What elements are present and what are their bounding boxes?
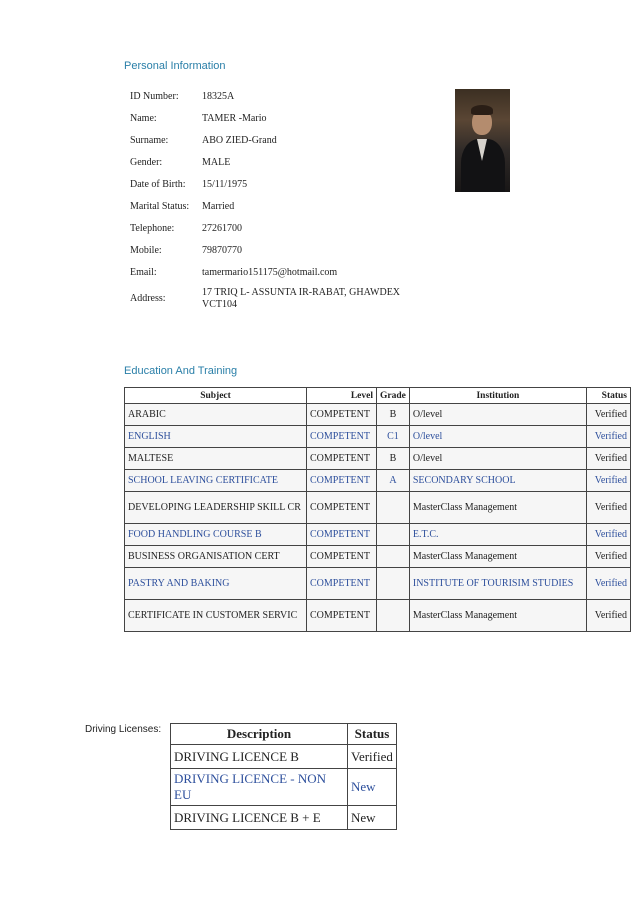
education-title: Education And Training [124, 365, 238, 377]
cell-level: COMPETENT [307, 524, 377, 546]
table-row [125, 600, 631, 632]
cell-subject: ARABIC [125, 404, 307, 426]
cell-subject: FOOD HANDLING COURSE B [125, 524, 307, 546]
field-value-gender: MALE [202, 157, 231, 168]
cell-subject: ENGLISH [125, 426, 307, 448]
field-label-gender: Gender: [130, 157, 163, 168]
table-row [171, 745, 397, 769]
cell-grade [377, 600, 410, 632]
field-label-surname: Surname: [130, 135, 169, 146]
cell-status: Verified [586, 448, 630, 470]
table-row [125, 492, 631, 524]
cell-dl-status: Verified [348, 745, 397, 769]
education-header-row [125, 388, 631, 404]
table-row [125, 568, 631, 600]
cell-subject: PASTRY AND BAKING [125, 568, 307, 600]
cell-grade [377, 492, 410, 524]
field-value-id: 18325A [202, 91, 235, 102]
cell-institution: MasterClass Management [409, 492, 586, 524]
education-table [124, 387, 631, 632]
table-row [125, 426, 631, 448]
header-level: Level [307, 388, 377, 404]
cell-subject: SCHOOL LEAVING CERTIFICATE [125, 470, 307, 492]
header-description: Description [171, 724, 348, 745]
field-label-id: ID Number: [130, 91, 179, 102]
cell-grade: B [377, 448, 410, 470]
table-row [171, 806, 397, 830]
table-row [125, 404, 631, 426]
field-label-telephone: Telephone: [130, 223, 175, 234]
cell-institution: SECONDARY SCHOOL [409, 470, 586, 492]
field-label-mobile: Mobile: [130, 245, 162, 256]
header-grade: Grade [377, 388, 410, 404]
cell-level: COMPETENT [307, 448, 377, 470]
cell-grade: B [377, 404, 410, 426]
field-value-surname: ABO ZIED-Grand [202, 135, 277, 146]
driving-licenses-table [170, 723, 397, 830]
field-value-telephone: 27261700 [202, 223, 242, 234]
field-label-marital: Marital Status: [130, 201, 190, 212]
cell-level: COMPETENT [307, 470, 377, 492]
cell-level: COMPETENT [307, 600, 377, 632]
field-value-dob: 15/11/1975 [202, 179, 248, 190]
cell-level: COMPETENT [307, 404, 377, 426]
cell-institution: O/level [409, 404, 586, 426]
cell-subject: DEVELOPING LEADERSHIP SKILL CR [125, 492, 307, 524]
field-label-dob: Date of Birth: [130, 179, 186, 190]
cell-grade: A [377, 470, 410, 492]
cell-status: Verified [586, 524, 630, 546]
cell-description: DRIVING LICENCE B [171, 745, 348, 769]
cell-grade [377, 524, 410, 546]
cell-level: COMPETENT [307, 492, 377, 524]
cell-subject: MALTESE [125, 448, 307, 470]
field-label-name: Name: [130, 113, 157, 124]
cell-description: DRIVING LICENCE - NON EU [171, 769, 348, 806]
cell-institution: MasterClass Management [409, 546, 586, 568]
header-subject: Subject [125, 388, 307, 404]
cell-institution: O/level [409, 448, 586, 470]
cell-subject: CERTIFICATE IN CUSTOMER SERVIC [125, 600, 307, 632]
driving-header-row [171, 724, 397, 745]
field-value-address-line2: VCT104 [202, 299, 237, 310]
table-row [125, 524, 631, 546]
cell-dl-status: New [348, 769, 397, 806]
header-dl-status: Status [348, 724, 397, 745]
header-institution: Institution [409, 388, 586, 404]
cell-grade: C1 [377, 426, 410, 448]
field-value-mobile: 79870770 [202, 245, 242, 256]
cell-level: COMPETENT [307, 426, 377, 448]
cell-status: Verified [586, 492, 630, 524]
cell-institution: E.T.C. [409, 524, 586, 546]
table-row [171, 769, 397, 806]
table-row [125, 546, 631, 568]
table-row [125, 470, 631, 492]
cell-description: DRIVING LICENCE B + E [171, 806, 348, 830]
field-label-email: Email: [130, 267, 157, 278]
field-value-email: tamermario151175@hotmail.com [202, 267, 338, 278]
header-status: Status [586, 388, 630, 404]
field-label-address: Address: [130, 293, 166, 304]
cell-status: Verified [586, 404, 630, 426]
cell-status: Verified [586, 426, 630, 448]
personal-info-title: Personal Information [124, 60, 226, 72]
field-value-marital: Married [202, 201, 235, 212]
cell-dl-status: New [348, 806, 397, 830]
cell-institution: O/level [409, 426, 586, 448]
cell-institution: INSTITUTE OF TOURISIM STUDIES [409, 568, 586, 600]
cell-status: Verified [586, 470, 630, 492]
table-row [125, 448, 631, 470]
field-value-name: TAMER -Mario [202, 113, 267, 124]
cell-status: Verified [586, 546, 630, 568]
cell-grade [377, 568, 410, 600]
cell-level: COMPETENT [307, 546, 377, 568]
driving-licenses-label: Driving Licenses: [85, 724, 162, 735]
field-value-address-line1: 17 TRIQ L- ASSUNTA IR-RABAT, GHAWDEX [202, 287, 401, 298]
cell-status: Verified [586, 600, 630, 632]
cell-grade [377, 546, 410, 568]
cell-subject: BUSINESS ORGANISATION CERT [125, 546, 307, 568]
cell-level: COMPETENT [307, 568, 377, 600]
cell-institution: MasterClass Management [409, 600, 586, 632]
profile-photo [455, 89, 510, 192]
cell-status: Verified [586, 568, 630, 600]
